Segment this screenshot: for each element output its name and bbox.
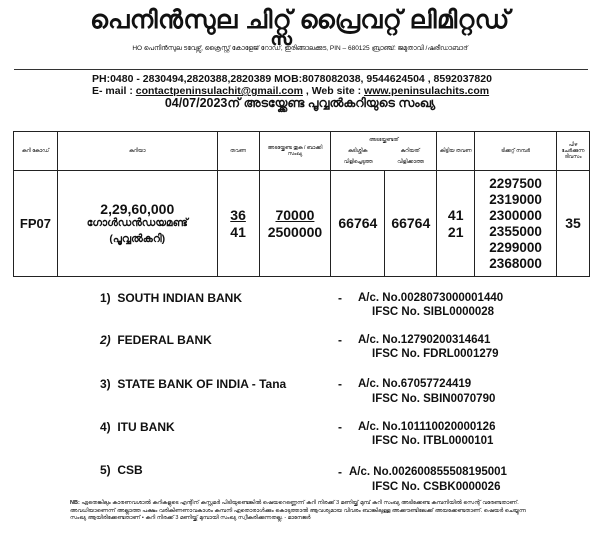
account-number: A/c. No.101110020000126 xyxy=(358,421,496,433)
cell-remaining xyxy=(437,171,475,277)
email-label: E- mail : xyxy=(92,85,136,97)
ticket-number: 2355000 xyxy=(489,223,542,239)
ifsc-code: IFSC No. SBIN0070790 xyxy=(372,393,496,405)
ticket-number: 2319000 xyxy=(489,191,542,207)
kuri-amount: 2,29,60,000 xyxy=(100,201,175,217)
bank-label: CSB xyxy=(117,463,143,477)
cell-code: FP07 xyxy=(14,171,58,277)
ifsc-code: IFSC No. FDRL0001279 xyxy=(372,348,499,360)
bank-number: 3) xyxy=(100,377,111,391)
header-term: തവണ xyxy=(217,132,259,171)
account-number: A/c. No.002600855508195001 xyxy=(349,466,507,478)
account-number: A/c. No.67057724419 xyxy=(358,378,472,390)
cell-due-2: 66764 xyxy=(385,171,437,277)
header-code: കറി കോഡ് xyxy=(14,132,58,171)
header-tickets: ടിക്കറ്റ് നമ്പർ xyxy=(475,132,557,171)
ifsc-code: IFSC No. SIBL0000028 xyxy=(372,306,495,318)
table-row xyxy=(14,171,590,277)
bank-name xyxy=(100,463,143,477)
bank-dash: - xyxy=(338,333,342,347)
bank-name xyxy=(100,377,286,391)
account-number: A/c. No.12790200314641 xyxy=(358,334,491,346)
bank-dash: - xyxy=(338,377,342,391)
cell-term xyxy=(217,171,259,277)
due-date: 04/07/2023 xyxy=(164,96,228,110)
remaining-bottom: 21 xyxy=(447,223,464,240)
header-amount-due-title: അടയ്ക്കേണ്ടത് xyxy=(369,137,399,143)
header-divider xyxy=(14,69,588,70)
cell-kuri xyxy=(57,171,217,277)
footnote-label: NB: xyxy=(70,500,80,506)
header-due-sub1: കുടിശ്ശിക xyxy=(347,148,368,154)
footnote xyxy=(70,500,540,523)
date-heading xyxy=(0,96,600,111)
header-kuri: കുറിയാ xyxy=(57,132,217,171)
bank-number: 4) xyxy=(100,420,111,434)
phone-line: PH:0480 - 2830494,2820388,2820389 MOB:8078082038, 9544624504 , 8592037820 xyxy=(92,73,492,85)
bank-name xyxy=(100,291,242,305)
bank-label: FEDERAL BANK xyxy=(117,333,212,347)
term-top: 36 xyxy=(230,206,246,223)
header-count: പിഴ‍ ചേർക്കുന്ന ദിവസം xyxy=(557,132,590,171)
header-installment: അടയ്ക്കേണ്ട തുക / ബാക്കി സംഖ്യ xyxy=(259,132,331,171)
ticket-number: 2299000 xyxy=(489,239,542,255)
installment-bottom: 2500000 xyxy=(267,223,323,240)
cell-count: 35 xyxy=(557,171,590,277)
term-bottom: 41 xyxy=(230,223,246,240)
cell-installment xyxy=(259,171,331,277)
cell-due-1: 66764 xyxy=(331,171,385,277)
website-label: , Web site : xyxy=(302,85,365,97)
kuri-scheme: ഗോൾഡൻഡയമണ്ട് xyxy=(86,217,188,229)
bank-number: 5) xyxy=(100,463,111,477)
table-header-row xyxy=(14,132,590,171)
ticket-number: 2368000 xyxy=(489,255,542,271)
header-due-sub2b: വിളിക്കാത്ത xyxy=(397,159,424,165)
website-link[interactable]: www.peninsulachits.com xyxy=(364,85,490,97)
ifsc-code: IFSC No. ITBL0000101 xyxy=(372,435,494,447)
bank-name xyxy=(100,333,212,347)
kuri-type: (പൂവ്വൽകറി) xyxy=(109,233,166,245)
bank-number: 2) xyxy=(100,333,111,347)
header-amount-due-subs-2 xyxy=(331,159,436,165)
bank-number: 1) xyxy=(100,291,111,305)
bank-label: STATE BANK OF INDIA - Tana xyxy=(117,377,287,391)
head-office-address: HO പെനിൻസുല ടവേഴ്സ്, ക്രൈസ്റ്റ് കോളേജ് റോഡ്, ഇരിങ്ങാലക്കുട, PIN – 680125 ബ്രാഞ്ച്: ജമുതാവി /ഷരീഡാബാദ് xyxy=(132,45,468,52)
installment-top: 70000 xyxy=(275,206,315,223)
footnote-text: ഏതെങ്കിലും കാരണവശാൽ കറികളുടെ എന്റിന് കസ്റ്റമർ പിടിയുണ്ടെങ്കിൽ ഷെയറെണ്ണെന്ന് കറി നിരക്ക് 3 മണിയ്ക്ക് മുമ്പ് കറി സംഖ്യ അടിക്കേണ്ട കമ്പനിയിൽ സെന്റ് വരേണ്ടതാണ്. അവധിയാണെന്ന് അല്ലാത്ത പക്ഷം വരികിണണാവകാശം കമ്പനി ഏതൊരാൾക്കും കൊടുത്താൽ ആവശ്യമായ വിവരം ബാങ്കിലുള്ള അക്കൗണ്ടിലേക്ക് അയക്കേണ്ടതാണ്. ഷെയർ ചെയ്യുന്ന സംഖ്യ ആയിരിക്കേണ്ടതാണ് • കറി നിരക്ക് 3 മണിയ്ക്ക് മുമ്പായി സംഖ്യ സ്വീകരിക്കുന്നതല്ല. - മാനേജർ xyxy=(70,500,526,521)
header-remaining: കിട്ടിയ തവണ xyxy=(437,132,475,171)
header-amount-due xyxy=(331,132,437,171)
header-due-sub2: കുറിയത് xyxy=(400,148,420,154)
bank-name xyxy=(100,420,175,434)
header-due-sub1b: വിളിച്ചെടുത്ത xyxy=(343,159,373,165)
bank-dash: - xyxy=(338,291,342,305)
email-link[interactable]: contactpeninsulachit@gmail.com xyxy=(135,85,303,97)
account-number: A/c. No.0028073000001440 xyxy=(358,292,504,304)
ticket-number: 2297500 xyxy=(489,175,542,191)
ticket-number: 2300000 xyxy=(489,207,542,223)
kuri-table xyxy=(13,131,590,277)
cell-tickets xyxy=(475,171,557,277)
header-amount-due-subs xyxy=(331,148,436,154)
bank-dash: - xyxy=(338,420,342,434)
date-heading-text: ന് അടയ്ക്കേണ്ട പൂവ്വൽകറിയുടെ സംഖ്യ xyxy=(227,96,436,110)
remaining-top: 41 xyxy=(447,206,464,223)
ifsc-code: IFSC No. CSBK0000026 xyxy=(372,481,501,493)
bank-label: ITU BANK xyxy=(117,420,175,434)
bank-label: SOUTH INDIAN BANK xyxy=(117,291,243,305)
bank-dash: - xyxy=(338,465,342,479)
company-title: പെനിൻസുല ചിറ്റ്സ് പ്രൈവറ്റ് ലിമിറ്റഡ് xyxy=(90,6,510,34)
